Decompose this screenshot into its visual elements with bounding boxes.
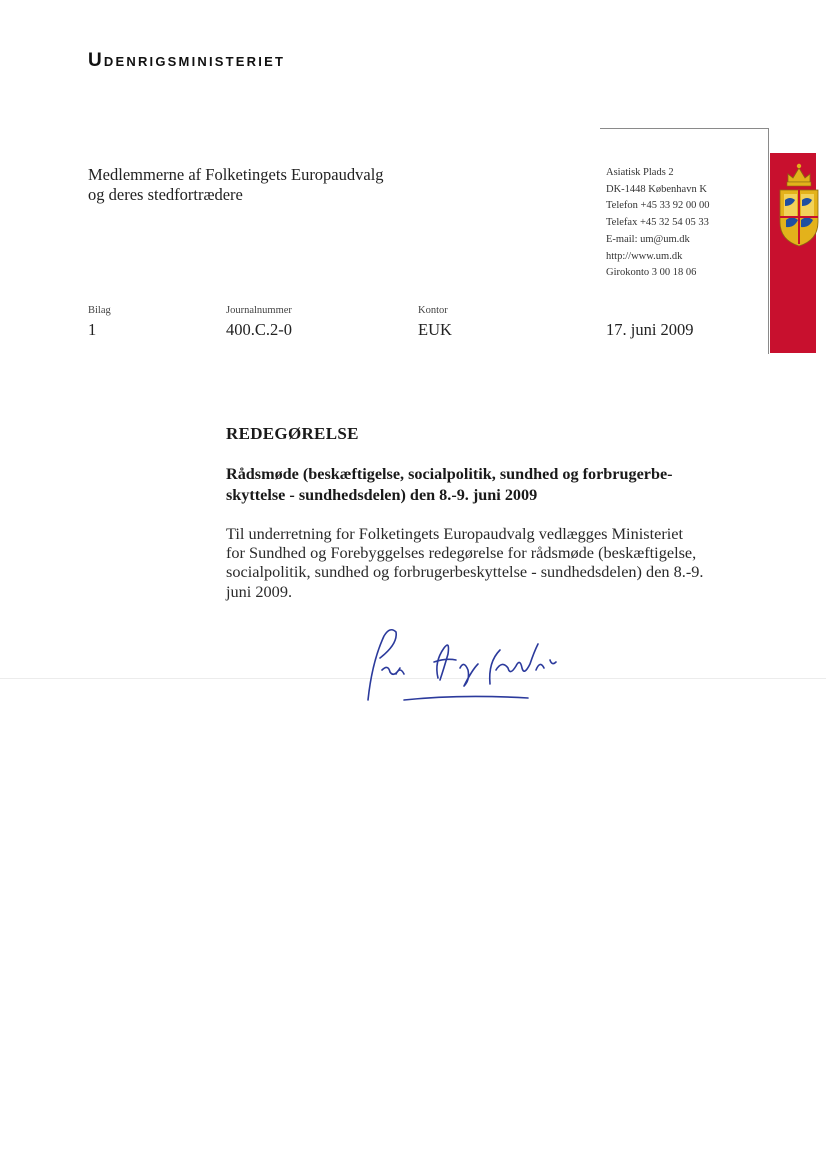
body-line: socialpolitik, sundhed og forbrugerbeskyttelse - sundhedsdelen) den 8.-9. bbox=[226, 562, 704, 582]
body-text bbox=[226, 524, 746, 601]
address-fax: Telefax +45 32 54 05 33 bbox=[606, 217, 709, 229]
address-city: DK-1448 København K bbox=[606, 183, 707, 195]
body-line: Til underretning for Folketingets Europaudvalg vedlægges Ministeriet bbox=[226, 524, 684, 543]
address-web: http://www.um.dk bbox=[606, 250, 683, 262]
kontor-value: EUK bbox=[418, 320, 452, 339]
body-line: for Sundhed og Forebyggelses redegørelse for rådsmøde (beskæftigelse, bbox=[226, 543, 697, 563]
address-giro: Girokonto 3 00 18 06 bbox=[606, 267, 697, 279]
bilag-label: Bilag bbox=[88, 305, 111, 316]
journal-value: 400.C.2-0 bbox=[226, 320, 292, 339]
address-email: E-mail: um@um.dk bbox=[606, 233, 690, 245]
kontor-label: Kontor bbox=[418, 305, 448, 316]
journal-label: Journalnummer bbox=[226, 305, 292, 316]
royal-coat-of-arms-icon bbox=[776, 160, 822, 252]
address-phone: Telefon +45 33 92 00 00 bbox=[606, 200, 710, 212]
bilag-value: 1 bbox=[88, 320, 97, 339]
subject-block bbox=[226, 464, 726, 506]
body-line: juni 2009. bbox=[226, 581, 293, 601]
address-rule-top bbox=[600, 128, 768, 129]
subject-line: Rådsmøde (beskæftigelse, socialpolitik, sundhed og forbrugerbe- bbox=[226, 465, 673, 483]
letter-date: 17. juni 2009 bbox=[606, 320, 694, 339]
address-block bbox=[606, 165, 709, 282]
recipient-line: Medlemmerne af Folketingets Europaudvalg bbox=[88, 165, 384, 184]
recipient-block bbox=[88, 165, 384, 205]
address-street: Asiatisk Plads 2 bbox=[606, 167, 674, 178]
address-rule-vertical bbox=[768, 128, 769, 354]
recipient-line: og deres stedfortrædere bbox=[88, 185, 243, 204]
handwritten-signature bbox=[360, 622, 570, 707]
document-heading: REDEGØRELSE bbox=[226, 424, 359, 443]
ministry-name: Udenrigsministeriet bbox=[88, 50, 286, 71]
subject-line: skyttelse - sundhedsdelen) den 8.-9. juni 2009 bbox=[226, 486, 538, 504]
